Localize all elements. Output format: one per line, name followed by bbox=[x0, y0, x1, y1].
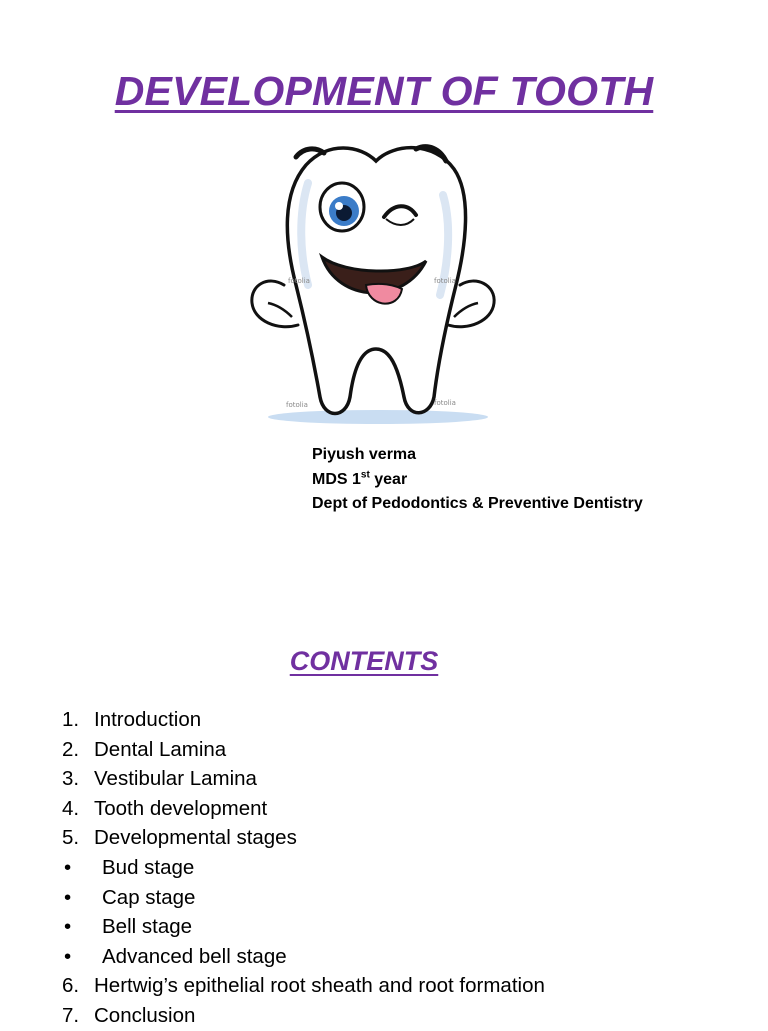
svg-text:fotolia: fotolia bbox=[288, 277, 310, 285]
list-item bbox=[62, 705, 545, 735]
list-item-text: Conclusion bbox=[94, 1003, 196, 1027]
list-item bbox=[62, 764, 545, 794]
author-name: Piyush verma bbox=[312, 446, 417, 463]
smiling-tooth-cartoon-icon bbox=[238, 135, 514, 435]
list-item-marker: • bbox=[64, 915, 72, 939]
list-item-marker: 3. bbox=[62, 767, 80, 791]
contents-heading: CONTENTS bbox=[289, 646, 439, 676]
list-item-text: Bell stage bbox=[102, 915, 193, 939]
list-item bbox=[62, 1001, 545, 1031]
list-item-text: Vestibular Lamina bbox=[94, 767, 257, 791]
list-item-marker: 1. bbox=[62, 708, 80, 731]
list-item-text: Developmental stages bbox=[94, 826, 297, 850]
list-item bbox=[62, 823, 545, 853]
list-item-marker: 7. bbox=[62, 1003, 80, 1027]
contents-list bbox=[62, 705, 545, 1031]
list-item-text: Advanced bell stage bbox=[102, 944, 287, 968]
list-item bbox=[62, 971, 545, 1001]
list-item-text: Dental Lamina bbox=[94, 737, 227, 761]
list-item-marker: • bbox=[64, 855, 72, 879]
list-item bbox=[62, 735, 545, 765]
list-item-marker: 4. bbox=[62, 796, 80, 820]
author-department: Dept of Pedodontics & Preventive Dentistry bbox=[312, 495, 643, 512]
list-item bbox=[62, 942, 545, 972]
svg-text:fotolia: fotolia bbox=[434, 277, 456, 285]
author-degree: MDS 1st year bbox=[312, 469, 408, 488]
list-item-text: Cap stage bbox=[102, 885, 196, 909]
list-item-marker: 6. bbox=[62, 974, 80, 998]
list-item-text: Hertwig’s epithelial root sheath and root formation bbox=[94, 974, 545, 998]
list-item-marker: 5. bbox=[62, 826, 80, 850]
list-item bbox=[62, 794, 545, 824]
list-item bbox=[62, 912, 545, 942]
list-item-text: Introduction bbox=[94, 708, 202, 731]
list-item-marker: • bbox=[64, 885, 72, 909]
list-item-marker: • bbox=[64, 944, 72, 968]
list-item-text: Bud stage bbox=[102, 855, 195, 879]
list-item bbox=[62, 883, 545, 913]
author-block bbox=[312, 443, 643, 517]
tooth-illustration bbox=[238, 135, 514, 435]
list-item-marker: 2. bbox=[62, 737, 80, 761]
page-title: DEVELOPMENT OF TOOTH bbox=[114, 68, 654, 114]
svg-text:fotolia: fotolia bbox=[434, 399, 456, 407]
svg-text:fotolia: fotolia bbox=[286, 401, 308, 409]
list-item bbox=[62, 853, 545, 883]
list-item-text: Tooth development bbox=[94, 796, 268, 820]
